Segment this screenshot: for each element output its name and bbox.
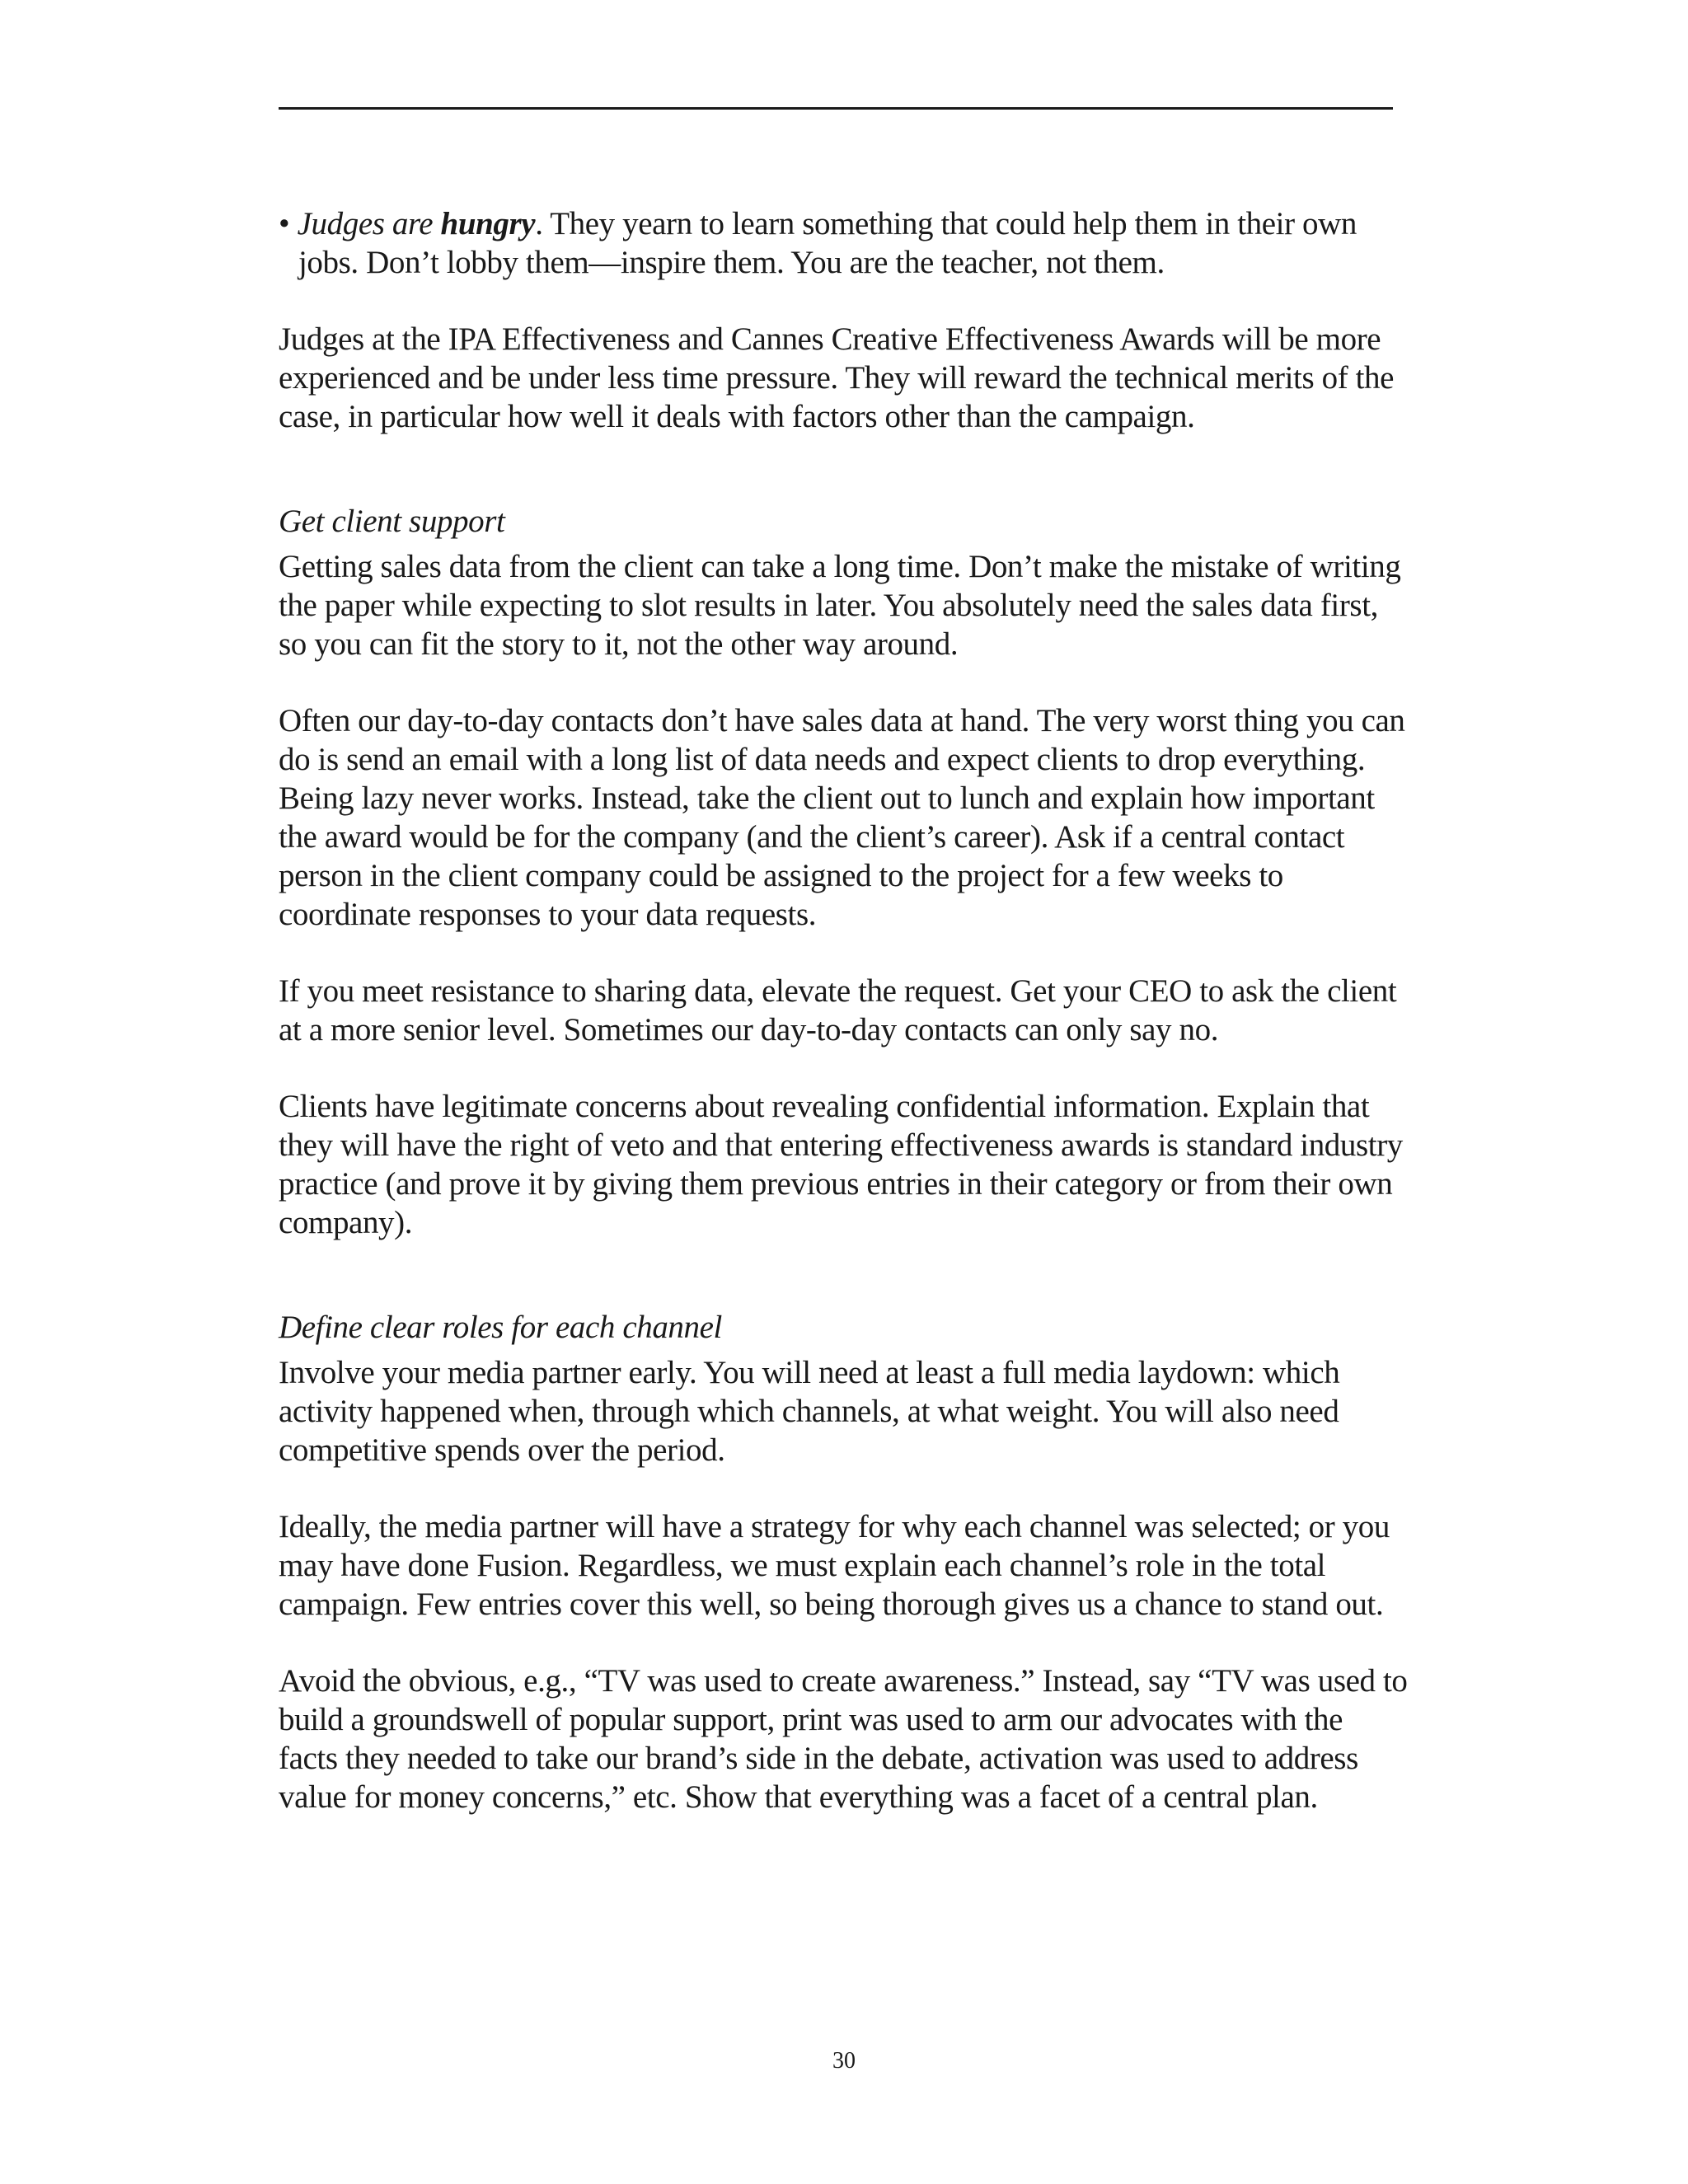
paragraph-judges-ipa: Judges at the IPA Effectiveness and Cannes Creative Effectiveness Awards will be more experienced and be under less time pressure. They will reward the technical merits of the case, in particular how well it deals with factors other than the campaign.: [279, 321, 1395, 434]
bullet-emphasis: hungry: [440, 206, 536, 241]
paragraph-roles-3: Avoid the obvious, e.g., “TV was used to create awareness.” Instead, say “TV was used to build a groundswell of popular support, print was used to arm our advocates with the facts they needed to take our brand’s side in the debate, activation was used to address value for money concerns,” etc. Show that everything was a facet of a central plan.: [279, 1663, 1408, 1815]
page-number: 30: [832, 2048, 856, 2074]
bullet-rest: . They yearn to learn something that could help them in their own jobs. Don’t lobby them—inspire them. You are the teacher, not them.: [298, 206, 1357, 280]
paragraph-client-support-4: Clients have legitimate concerns about revealing confidential information. Explain that they will have the right of veto and that entering effectiveness awards is standard industry practice (and prove it by giving them previous entries in their category or from their own company).: [279, 1089, 1403, 1240]
paragraph-client-support-2: Often our day-to-day contacts don’t have sales data at hand. The very worst thing you can do is send an email with a long list of data needs and expect clients to drop everything. Being lazy never works. Instead, take the client out to lunch and explain how important the award would be for the company (and the client’s career). Ask if a central contact person in the client company could be assigned to the project for a few weeks to coordinate responses to your data requests.: [279, 703, 1405, 932]
bullet-lead: Judges are: [297, 206, 441, 241]
section-heading-channel-roles: Define clear roles for each channel: [279, 1310, 722, 1345]
bullet-judges-hungry: • Judges are hungry. They yearn to learn something that could help them in their own jobs. Don’t lobby them—inspire them. You are the teacher, not them.: [279, 206, 1357, 280]
top-rule: [279, 107, 1393, 110]
section-heading-client-support: Get client support: [279, 504, 505, 539]
paragraph-roles-1: Involve your media partner early. You will need at least a full media laydown: which activity happened when, through which channels, at what weight. You will also need competitive spends over the period.: [279, 1355, 1340, 1468]
paragraph-client-support-3: If you meet resistance to sharing data, elevate the request. Get your CEO to ask the client at a more senior level. Sometimes our day-to-day contacts can only say no.: [279, 973, 1397, 1047]
document-body: [279, 204, 1408, 1854]
paragraph-client-support-1: Getting sales data from the client can take a long time. Don’t make the mistake of writing the paper while expecting to slot results in later. You absolutely need the sales data first, so you can fit the story to it, not the other way around.: [279, 549, 1401, 662]
paragraph-roles-2: Ideally, the media partner will have a strategy for why each channel was selected; or you may have done Fusion. Regardless, we must explain each channel’s role in the total campaign. Few entries cover this well, so being thorough gives us a chance to stand out.: [279, 1509, 1390, 1622]
